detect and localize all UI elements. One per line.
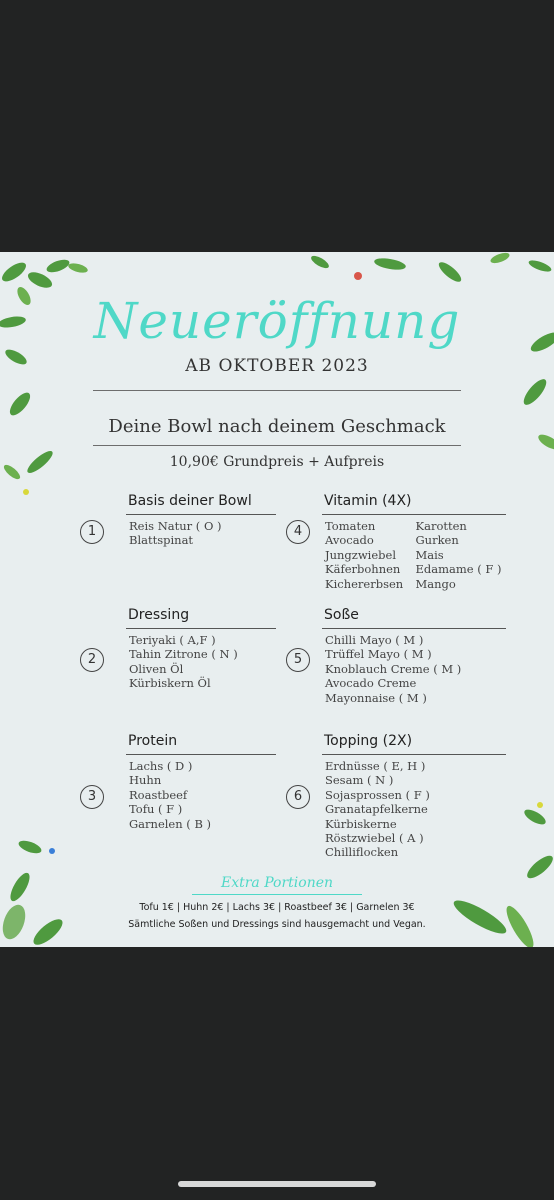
- step-number-3: 3: [80, 785, 104, 809]
- list-item: Mais: [415, 547, 444, 562]
- extra-portions-title: Extra Portionen: [220, 875, 334, 891]
- list-item: Kichererbsen: [325, 576, 404, 591]
- headline-title: Neueröffnung: [93, 292, 461, 350]
- home-indicator[interactable]: [178, 1181, 376, 1187]
- vegan-note: Sämtliche Soßen und Dressings sind hausgemacht und Vegan.: [128, 919, 426, 930]
- section-dressing: [126, 607, 276, 691]
- list-item: Tomaten: [325, 519, 376, 533]
- section-title: Basis deiner Bowl: [128, 493, 252, 509]
- list-item: Gurken: [415, 533, 459, 548]
- list-item: Röstzwiebel ( A ): [325, 831, 424, 846]
- list-item: Tahin Zitrone ( N ): [129, 647, 238, 662]
- step-number-5: 5: [286, 648, 310, 672]
- list-item: Karotten: [415, 519, 467, 533]
- step-number-6: 6: [286, 785, 310, 809]
- tagline: Deine Bowl nach deinem Geschmack: [108, 416, 446, 437]
- list-item: Chilli Mayo ( M ): [325, 633, 424, 647]
- list-item: Knoblauch Creme ( M ): [325, 661, 462, 676]
- list-item: Blattspinat: [129, 533, 194, 548]
- section-vitamin: [322, 493, 506, 591]
- section-title: Soße: [324, 607, 359, 623]
- list-item: Huhn: [129, 773, 162, 788]
- list-item: Kürbiskern Öl: [129, 676, 211, 691]
- divider: [192, 894, 362, 895]
- extra-portions-prices: Tofu 1€ | Huhn 2€ | Lachs 3€ | Roastbeef 3€ | Garnelen 3€: [139, 902, 415, 913]
- menu-poster: [0, 252, 554, 947]
- list-item: Mayonnaise ( M ): [325, 690, 427, 705]
- list-item: Granatapfelkerne: [325, 802, 428, 817]
- list-item: Sojasprossen ( F ): [325, 787, 430, 802]
- list-item: Garnelen ( B ): [129, 816, 212, 831]
- list-item: Käferbohnen: [325, 562, 401, 577]
- list-item: Kürbiskerne: [325, 816, 397, 831]
- list-item: Roastbeef: [129, 787, 188, 802]
- step-number-1: 1: [80, 520, 104, 544]
- list-item: Sesam ( N ): [325, 773, 394, 788]
- divider: [93, 445, 461, 446]
- section-topping: [322, 733, 506, 860]
- section-title: Topping (2X): [324, 733, 413, 749]
- list-item: Avocado Creme: [325, 676, 417, 691]
- list-item: Reis Natur ( O ): [129, 519, 222, 533]
- list-item: Tofu ( F ): [129, 802, 183, 817]
- list-item: Erdnüsse ( E, H ): [325, 759, 426, 773]
- section-base: [126, 493, 276, 548]
- base-price: 10,90€ Grundpreis + Aufpreis: [169, 454, 385, 470]
- section-title: Vitamin (4X): [324, 493, 412, 509]
- list-item: Lachs ( D ): [129, 759, 193, 773]
- list-item: Jungzwiebel: [325, 547, 397, 562]
- divider: [93, 390, 461, 391]
- list-item: Trüffel Mayo ( M ): [325, 647, 432, 662]
- list-item: Teriyaki ( A,F ): [129, 633, 216, 647]
- list-item: Oliven Öl: [129, 661, 184, 676]
- list-item: Chilliflocken: [325, 845, 399, 860]
- opening-date: AB OKTOBER 2023: [185, 356, 369, 376]
- step-number-4: 4: [286, 520, 310, 544]
- leaves-bottom-left-decoration: [0, 837, 80, 947]
- list-item: Edamame ( F ): [415, 562, 502, 577]
- section-title: Protein: [128, 733, 178, 749]
- step-number-2: 2: [80, 648, 104, 672]
- list-item: Avocado: [325, 533, 374, 548]
- section-title: Dressing: [128, 607, 190, 623]
- list-item: Mango: [415, 576, 456, 591]
- section-sauce: [322, 607, 506, 705]
- section-protein: [126, 733, 276, 831]
